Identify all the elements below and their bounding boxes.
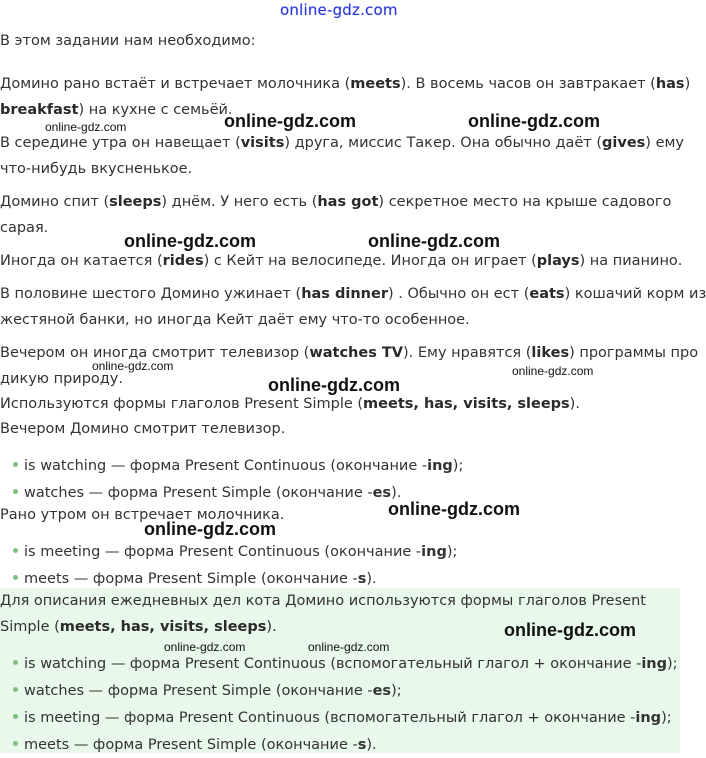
paragraph-1-line-2: breakfast) на кухне с семьёй.: [0, 102, 233, 118]
paragraph-5-line-2: жестяной банки, но иногда Кейт даёт ему что-то особенное.: [0, 312, 470, 328]
paragraph-10-line-2: Simple (meets, has, visits, sleeps).: [0, 619, 277, 635]
list-item: meets — форма Present Simple (окончание -s).: [13, 732, 377, 758]
watermark-text: online-gdz.com: [388, 499, 520, 519]
list-item: watches — форма Present Simple (окончание -es).: [13, 480, 401, 506]
paragraph-5-line-1: В половине шестого Домино ужинает (has dinner) . Обычно он ест (eats) кошачий корм из: [0, 286, 706, 302]
watermark-text: online-gdz.com: [124, 231, 256, 251]
bullet-icon: [13, 462, 18, 467]
bullet-icon: [13, 714, 18, 719]
watermark-text: online-gdz.com: [468, 111, 600, 131]
paragraph-6-line-2: дикую природу.: [0, 371, 124, 387]
bullet-icon: [13, 741, 18, 746]
list-item: watches — форма Present Simple (окончание -es);: [13, 678, 402, 704]
bullet-icon: [13, 687, 18, 692]
list-item: is meeting — форма Present Continuous (вспомогательный глагол + окончание -ing);: [13, 705, 672, 731]
watermark-text: online-gdz.com: [224, 111, 356, 131]
watermark-text: online-gdz.com: [164, 640, 246, 654]
watermark-text: online-gdz.com: [504, 620, 636, 640]
paragraph-7: Используются формы глаголов Present Simple (meets, has, visits, sleeps).: [0, 396, 580, 412]
watermark-text: online-gdz.com: [368, 231, 500, 251]
paragraph-3-line-2: сарая.: [0, 220, 49, 236]
paragraph-10-line-1: Для описания ежедневных дел кота Домино используются формы глаголов Present: [0, 593, 646, 609]
paragraph-2-line-1: В середине утра он навещает (visits) друга, миссис Такер. Она обычно даёт (gives) ему: [0, 135, 685, 151]
paragraph-1-line-1: Домино рано встаёт и встречает молочника (meets). В восемь часов он завтракает (has): [0, 76, 691, 92]
paragraph-6-line-1: Вечером он иногда смотрит телевизор (watches TV). Ему нравятся (likes) программы про: [0, 345, 699, 361]
paragraph-4: Иногда он катается (rides) с Кейт на велосипеде. Иногда он играет (plays) на пианино.: [0, 253, 683, 269]
watermark-text: online-gdz.com: [512, 364, 594, 378]
list-item: is watching — форма Present Continuous (окончание -ing);: [13, 453, 463, 479]
paragraph-8: Вечером Домино смотрит телевизор.: [0, 421, 286, 437]
list-item: is watching — форма Present Continuous (вспомогательный глагол + окончание -ing);: [13, 651, 678, 677]
header-watermark[interactable]: online-gdz.com: [280, 1, 398, 19]
intro-text: В этом задании нам необходимо:: [0, 33, 256, 49]
paragraph-2-line-2: что-нибудь вкусненькое.: [0, 161, 193, 177]
bullet-icon: [13, 575, 18, 580]
bullet-icon: [13, 489, 18, 494]
list-item: meets — форма Present Simple (окончание -s).: [13, 566, 377, 592]
bullet-icon: [13, 548, 18, 553]
paragraph-3-line-1: Домино спит (sleeps) днём. У него есть (has got) секретное место на крыше садового: [0, 194, 672, 210]
watermark-text: online-gdz.com: [308, 640, 390, 654]
paragraph-9: Рано утром он встречает молочника.: [0, 507, 285, 523]
watermark-text: online-gdz.com: [268, 375, 400, 395]
watermark-text: online-gdz.com: [92, 359, 174, 373]
bullet-icon: [13, 660, 18, 665]
list-item: is meeting — форма Present Continuous (окончание -ing);: [13, 539, 457, 565]
watermark-text: online-gdz.com: [144, 519, 276, 539]
watermark-text: online-gdz.com: [45, 120, 127, 134]
